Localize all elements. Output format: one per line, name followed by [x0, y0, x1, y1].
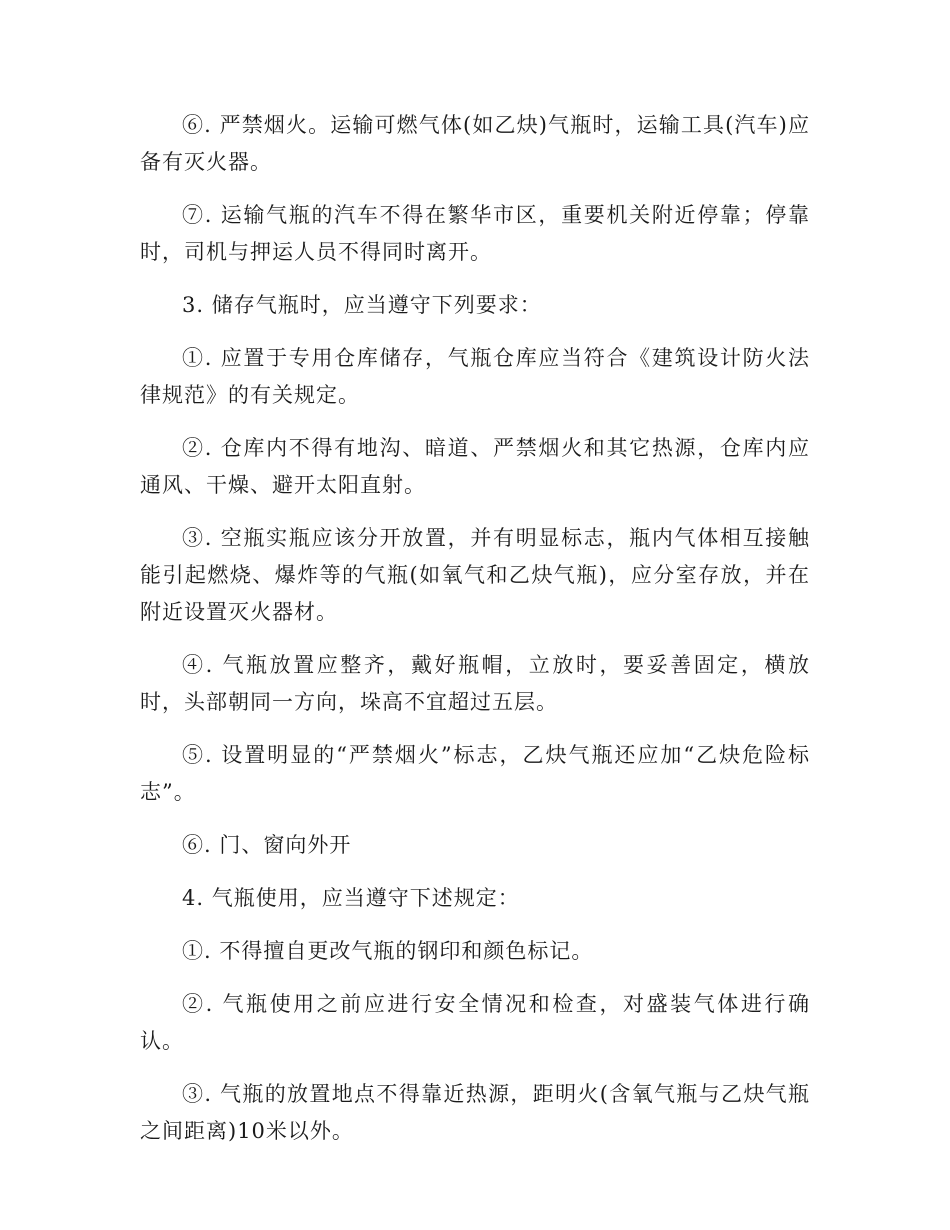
paragraph: ③. 空瓶实瓶应该分开放置，并有明显标志，瓶内气体相互接触能引起燃烧、爆炸等的气瓶(如氧气和乙炔气瓶)，应分室存放，并在附近设置灭火器材。: [140, 526, 810, 624]
paragraph: ②. 仓库内不得有地沟、暗道、严禁烟火和其它热源，仓库内应通风、干燥、避开太阳直射。: [140, 436, 810, 497]
paragraph: ②. 气瓶使用之前应进行安全情况和检查，对盛装气体进行确认。: [140, 992, 810, 1053]
paragraph: ⑦. 运输气瓶的汽车不得在繁华市区，重要机关附近停靠；停靠时，司机与押运人员不得同时离开。: [140, 203, 810, 264]
paragraph: ⑥. 严禁烟火。运输可燃气体(如乙炔)气瓶时，运输工具(汽车)应备有灭火器。: [140, 113, 810, 174]
paragraph: ①. 应置于专用仓库储存，气瓶仓库应当符合《建筑设计防火法律规范》的有关规定。: [140, 346, 810, 407]
section-heading: 4. 气瓶使用，应当遵守下述规定：: [182, 886, 520, 910]
paragraph: ⑥. 门、窗向外开: [182, 833, 352, 857]
paragraph: ④. 气瓶放置应整齐，戴好瓶帽，立放时，要妥善固定，横放时，头部朝同一方向，垛高不宜超过五层。: [140, 653, 810, 714]
paragraph: ①. 不得擅自更改气瓶的钢印和颜色标记。: [182, 939, 594, 963]
paragraph: ③. 气瓶的放置地点不得靠近热源，距明火(含氧气瓶与乙炔气瓶之间距离)10米以外。: [140, 1082, 810, 1143]
paragraph: ⑤. 设置明显的“严禁烟火”标志，乙炔气瓶还应加“乙炔危险标志”。: [140, 743, 810, 804]
section-heading: 3. 储存气瓶时，应当遵守下列要求：: [182, 293, 542, 317]
document-body: [140, 107, 810, 1166]
